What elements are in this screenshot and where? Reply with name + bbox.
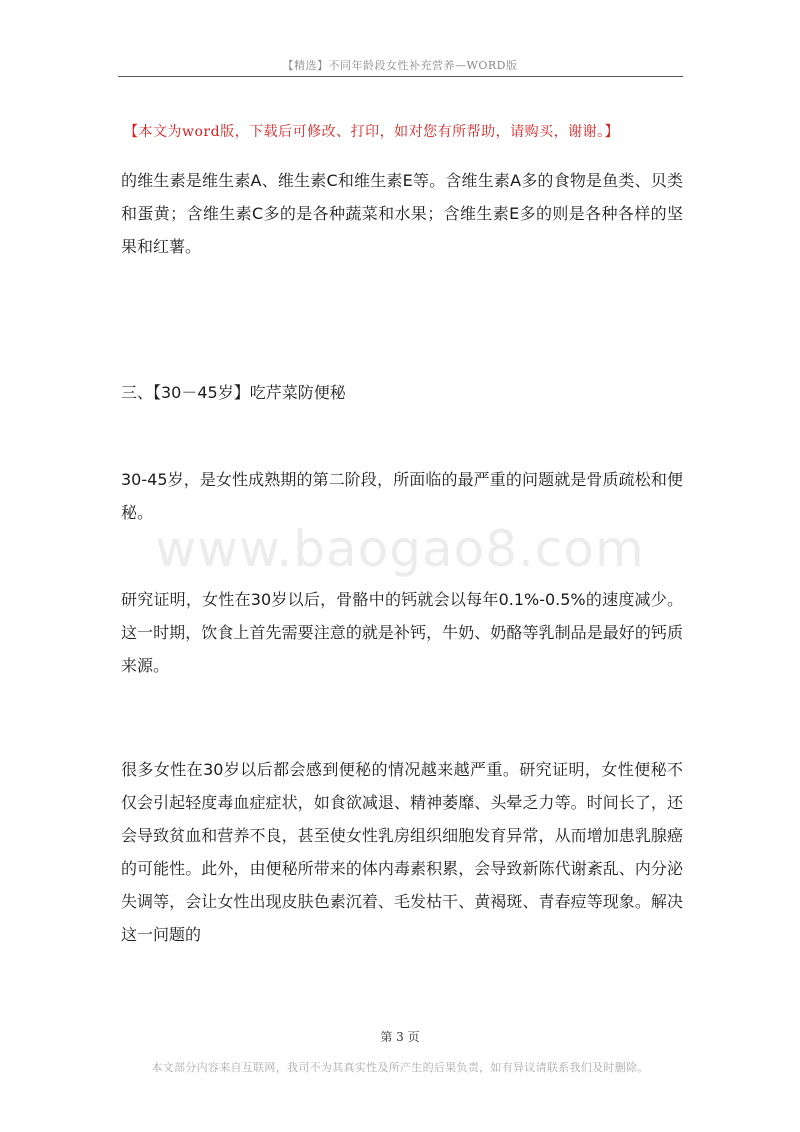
paragraph-constipation: 很多女性在30岁以后都会感到便秘的情况越来越严重。研究证明，女性便秘不仅会引起轻度毒血症症状，如食欲减退、精神萎靡、头晕乏力等。时间长了，还会导致贫血和营养不良，甚至使女性乳房组织细胞发育异常，从而增加患乳腺癌的可能性。此外，由便秘所带来的体内毒素积累，会导致新陈代谢紊乱、内分泌失调等，会让女性出现皮肤色素沉着、毛发枯干、黄褐斑、青春痘等现象。解决这一问题的 (121, 760, 683, 944)
page-number: 第 3 页 (380, 1030, 420, 1044)
paragraph-second-stage: 30-45岁，是女性成熟期的第二阶段，所面临的最严重的问题就是骨质疏松和便秘。 (121, 470, 683, 522)
watermark-text: www.baogao8.com (155, 520, 645, 578)
paragraph-calcium: 研究证明，女性在30岁以后，骨骼中的钙就会以每年0.1%-0.5%的速度减少。这一时期，饮食上首先需要注意的就是补钙，牛奶、奶酪等乳制品是最好的钙质来源。 (121, 590, 683, 675)
paragraph-vitamins: 的维生素是维生素A、维生素C和维生素E等。含维生素A多的食物是鱼类、贝类和蛋黄；含维生素C多的是各种蔬菜和水果；含维生素E多的则是各种各样的坚果和红薯。 (121, 171, 683, 256)
header-divider (118, 76, 683, 77)
section-heading-30-45: 三、【30－45岁】吃芹菜防便秘 (121, 383, 346, 402)
footer-disclaimer: 本文部分内容来自互联网，我司不为其真实性及所产生的后果负责，如有异议请联系我们及时删除。 (151, 1061, 649, 1074)
page-header-title: 【精选】不同年龄段女性补充营养—WORD版 (282, 59, 518, 72)
purchase-notice: 【本文为word版，下载后可修改、打印，如对您有所帮助，请购买，谢谢。】 (124, 124, 620, 140)
